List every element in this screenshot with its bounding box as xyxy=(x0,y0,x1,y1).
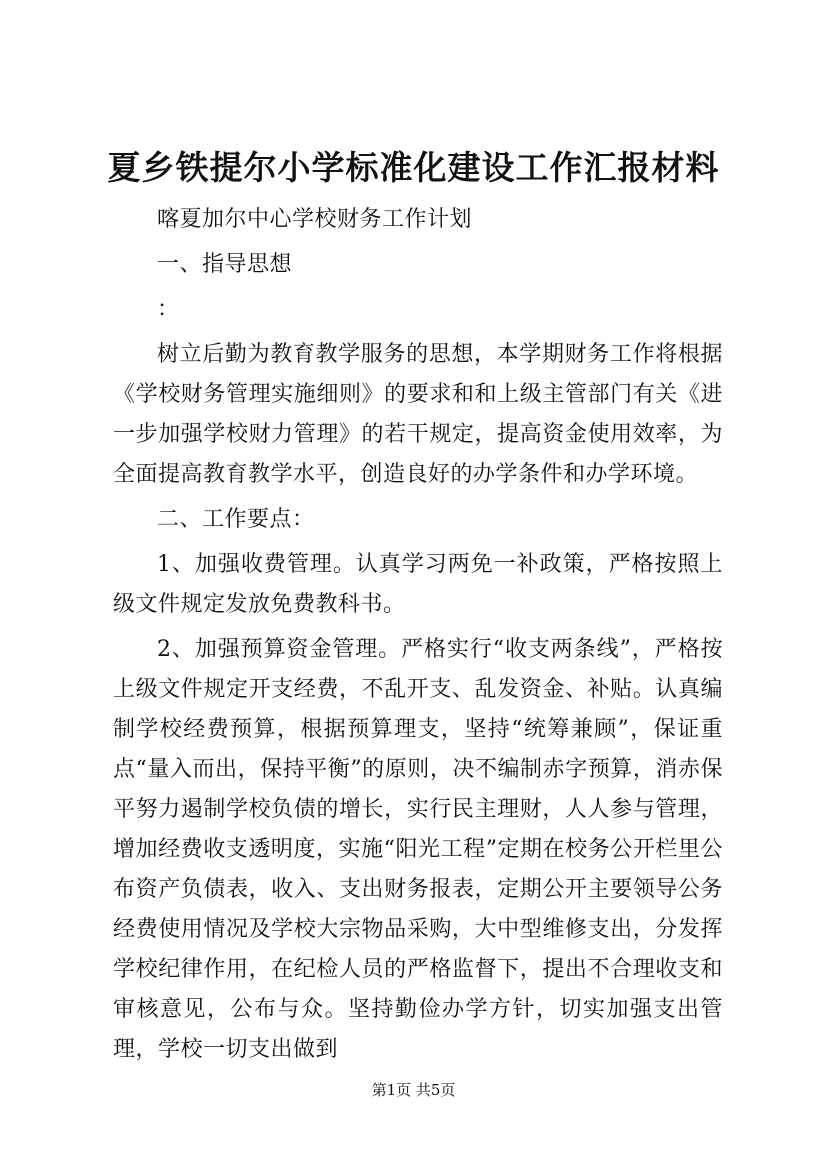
page-number-footer: 第1页 共5页 xyxy=(371,1081,456,1099)
document-body xyxy=(113,200,723,1070)
document-title: 夏乡铁提尔小学标准化建设工作汇报材料 xyxy=(107,148,720,187)
section-heading-work-points: 二、工作要点： xyxy=(157,507,315,532)
section-heading-guiding-thought: 一、指导思想 xyxy=(157,252,293,277)
paragraph-budget-management: 2、加强预算资金管理。严格实行“收支两条线”，严格按上级文件规定开支经费，不乱开支、乱发资金、补贴。认真编制学校经费预算，根据预算理支，坚持“统筹兼顾”，保证重点“量入而出，保持平衡”的原则，决不编制赤字预算，消赤保平努力遏制学校负债的增长，实行民主理财，人人参与管理，增加经费收支透明度，实施“阳光工程”定期在校务公开栏里公布资产负债表，收入、支出财务报表，定期公开主要领导公务经费使用情况及学校大宗物品采购，大中型维修支出，分发挥学校纪律作用，在纪检人员的严格监督下，提出不合理收支和审核意见，公布与众。坚持勤俭办学方针，切实加强支出管理，学校一切支出做到 xyxy=(113,637,723,1062)
paragraph-fee-management: 1、加强收费管理。认真学习两免一补政策，严格按照上级文件规定发放免费教科书。 xyxy=(113,552,723,617)
paragraph-guiding-thought: 树立后勤为教育教学服务的思想，本学期财务工作将根据《学校财务管理实施细则》的要求和和上级主管部门有关《进一步加强学校财力管理》的若干规定，提高资金使用效率，为全面提高教育教学水平，创造良好的办学条件和办学环境。 xyxy=(113,342,723,487)
document-subtitle: 喀夏加尔中心学校财务工作计划 xyxy=(157,207,473,232)
colon-line: ： xyxy=(157,297,180,322)
